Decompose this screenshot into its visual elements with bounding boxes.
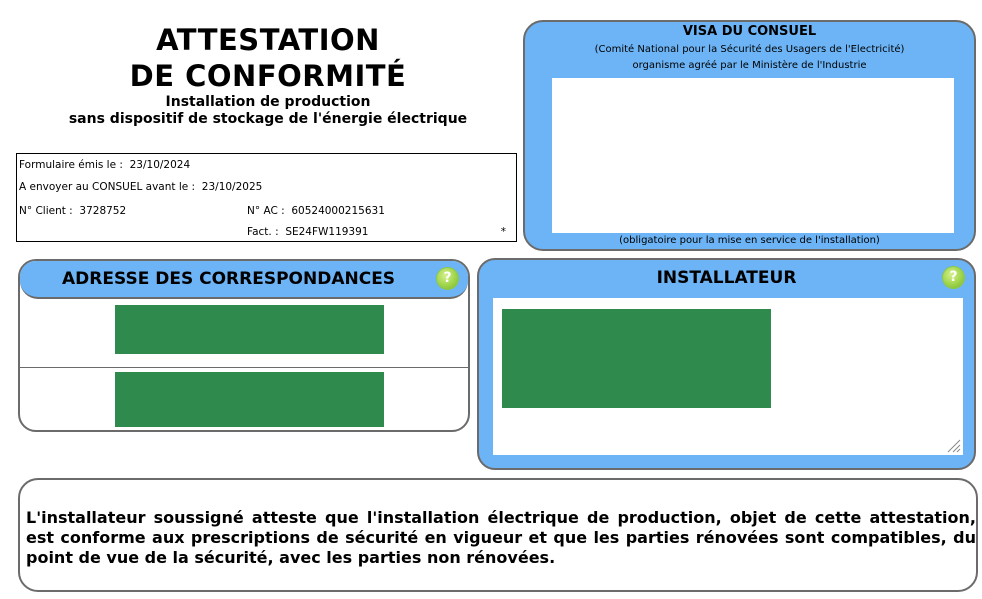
document-title-line1: ATTESTATION bbox=[156, 23, 380, 57]
document-title-block bbox=[18, 22, 518, 128]
visa-title: VISA DU CONSUEL bbox=[682, 24, 817, 39]
issued-date-row bbox=[19, 159, 190, 171]
document-subtitle-line1: Installation de production bbox=[165, 94, 371, 110]
send-before-row bbox=[19, 181, 262, 193]
help-icon[interactable]: ? bbox=[437, 268, 458, 289]
invoice-value: SE24FW119391 bbox=[285, 226, 369, 238]
client-number-label: N° Client : bbox=[19, 205, 73, 217]
address-divider bbox=[20, 367, 468, 368]
installer-panel bbox=[477, 258, 976, 470]
client-number-value: 3728752 bbox=[79, 205, 127, 217]
visa-subtitle-2: organisme agréé par le Ministère de l'Industrie bbox=[632, 60, 867, 71]
asterisk-mark: * bbox=[500, 226, 506, 238]
issued-date-value: 23/10/2024 bbox=[129, 159, 191, 171]
visa-stamp-area bbox=[552, 78, 954, 233]
correspondence-address-panel bbox=[18, 259, 470, 432]
send-before-label: A envoyer au CONSUEL avant le : bbox=[19, 181, 196, 193]
consuel-visa-panel bbox=[523, 20, 976, 251]
visa-subtitle-1: (Comité National pour la Sécurité des Usagers de l'Electricité) bbox=[594, 44, 905, 55]
installer-details-field[interactable] bbox=[502, 309, 771, 408]
document-subtitle-line2: sans dispositif de stockage de l'énergie électrique bbox=[68, 111, 468, 127]
client-number-row bbox=[19, 205, 126, 217]
installer-textarea[interactable] bbox=[493, 298, 963, 455]
ac-number-value: 60524000215631 bbox=[291, 205, 385, 217]
ac-number-row bbox=[247, 205, 385, 217]
document-title-line2: DE CONFORMITÉ bbox=[129, 59, 407, 93]
conformity-statement-box bbox=[18, 478, 978, 592]
address-panel-title: ADRESSE DES CORRESPONDANCES bbox=[62, 269, 396, 289]
address-panel-header bbox=[20, 261, 468, 299]
form-info-box bbox=[16, 153, 517, 242]
ac-number-label: N° AC : bbox=[247, 205, 285, 217]
invoice-row bbox=[247, 226, 368, 238]
help-icon[interactable]: ? bbox=[943, 267, 964, 288]
address-line2-field[interactable] bbox=[115, 372, 384, 427]
invoice-label: Fact. : bbox=[247, 226, 279, 238]
address-line1-field[interactable] bbox=[115, 305, 384, 354]
conformity-statement-text: L'installateur soussigné atteste que l'installation électrique de production, objet de cette attestation, est conforme aux prescriptions de sécurité en vigueur et que les parties rénovées sont compatibles, du point de vue de la sécurité, avec les parties non rénovées. bbox=[26, 508, 976, 567]
installer-panel-title: INSTALLATEUR bbox=[656, 268, 797, 288]
resize-handle-icon[interactable] bbox=[945, 437, 961, 453]
send-before-value: 23/10/2025 bbox=[201, 181, 263, 193]
issued-date-label: Formulaire émis le : bbox=[19, 159, 123, 171]
visa-footer-note: (obligatoire pour la mise en service de l'installation) bbox=[619, 235, 880, 246]
